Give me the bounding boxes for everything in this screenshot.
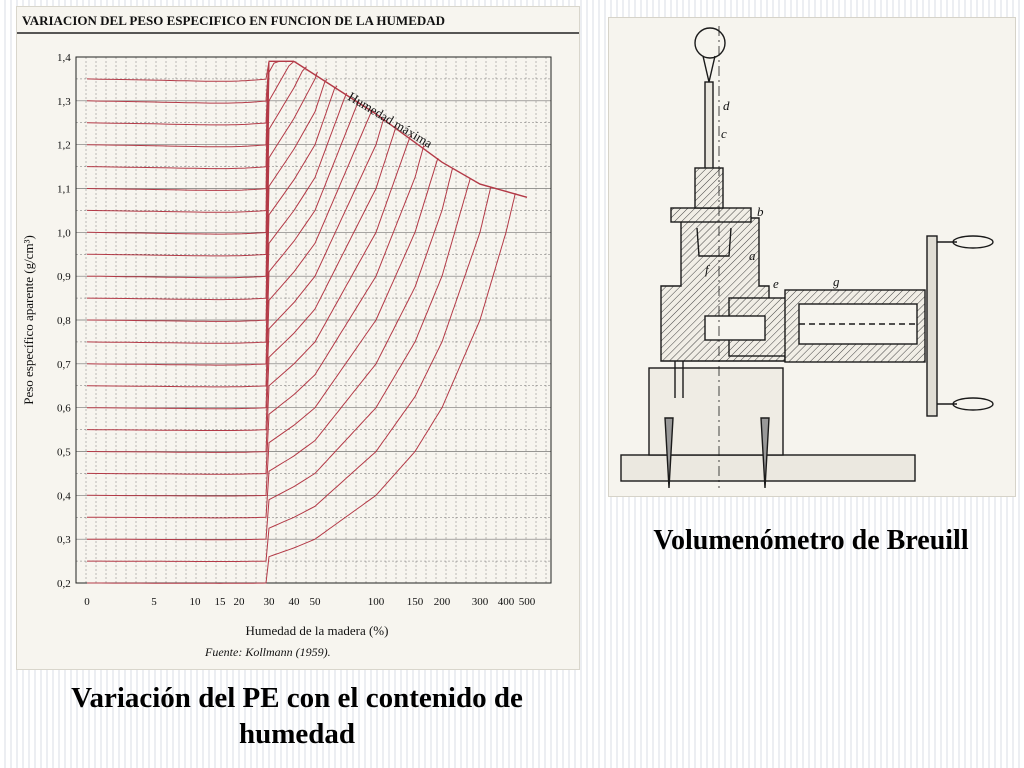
y-tick-label: 1,0	[57, 227, 71, 240]
x-tick-label: 0	[84, 596, 90, 608]
y-tick-label: 0,3	[57, 534, 71, 547]
density-curve	[87, 86, 337, 322]
y-tick-label: 0,6	[57, 402, 71, 415]
x-tick-label: 100	[367, 596, 385, 608]
x-axis-label: Humedad de la madera (%)	[245, 623, 389, 638]
device-label-b: b	[757, 204, 764, 219]
chart-panel	[16, 6, 580, 670]
density-curve	[87, 67, 307, 256]
device-label-e: e	[773, 276, 779, 291]
density-curve	[87, 61, 294, 234]
y-tick-label: 0,2	[57, 578, 71, 590]
y-tick-label: 0,5	[57, 446, 71, 459]
y-tick-label: 0,9	[57, 271, 71, 284]
x-tick-label: 50	[309, 596, 321, 608]
density-curve	[87, 61, 294, 168]
y-tick-label: 1,3	[57, 95, 71, 108]
density-curve	[87, 136, 412, 453]
x-tick-label: 30	[263, 596, 275, 608]
x-tick-label: 400	[497, 596, 515, 608]
density-curve	[87, 112, 374, 387]
device-label-g: g	[833, 274, 840, 289]
x-tick-label: 200	[433, 596, 451, 608]
device-caption: Volumenómetro de Breuill	[653, 525, 969, 556]
device-panel	[608, 17, 1016, 497]
y-axis-label: Peso específico aparente (g/cm³)	[21, 235, 36, 405]
density-curve	[87, 61, 294, 146]
device-label-a: a	[749, 248, 756, 263]
chart-caption: Variación del PE con el contenido de humedad	[71, 682, 523, 750]
moisture-density-chart	[17, 7, 579, 669]
x-tick-label: 5	[151, 596, 157, 608]
y-tick-label: 0,7	[57, 358, 71, 371]
density-curve	[87, 61, 294, 125]
y-tick-label: 1,1	[57, 183, 71, 196]
x-tick-label: 10	[189, 596, 201, 608]
density-curve	[87, 61, 294, 103]
y-tick-label: 1,2	[57, 139, 71, 152]
chart-title: VARIACION DEL PESO ESPECIFICO EN FUNCION DE LA HUMEDAD	[22, 13, 446, 28]
device-label-d: d	[723, 98, 730, 113]
x-tick-label: 40	[288, 596, 300, 608]
volumenometer-drawing	[609, 18, 1015, 496]
device-label-f: f	[705, 262, 709, 277]
x-tick-label: 150	[406, 596, 424, 608]
y-tick-label: 1,4	[57, 52, 71, 64]
density-curve	[87, 194, 516, 584]
device-label-c: c	[721, 126, 727, 141]
x-tick-label: 500	[518, 596, 536, 608]
source-note: Fuente: Kollmann (1959).	[205, 645, 331, 659]
x-tick-label: 300	[471, 596, 489, 608]
density-curve	[87, 61, 269, 81]
y-tick-label: 0,8	[57, 315, 71, 327]
x-tick-label: 15	[214, 596, 226, 608]
y-tick-label: 0,4	[57, 490, 71, 503]
max-moisture-annotation: Humedad máxima	[345, 88, 436, 151]
x-tick-label: 20	[233, 596, 245, 608]
